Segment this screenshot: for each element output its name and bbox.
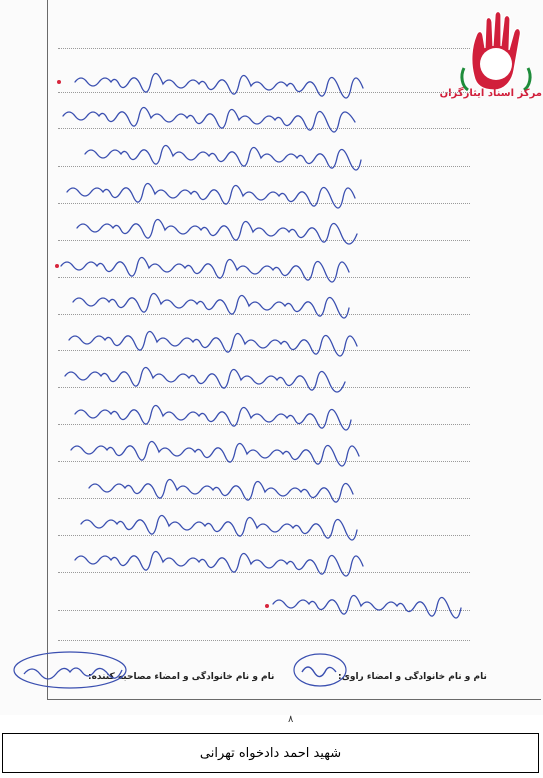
martyr-name-caption: شهید احمد دادخواه تهرانی <box>2 733 539 773</box>
interviewer-signature-label: نام و نام خانوادگی و امضاء مصاحبه کننده: <box>88 672 275 682</box>
interviewer-signature <box>290 650 350 690</box>
handwritten-text <box>55 60 467 650</box>
page-number: ۸ <box>288 714 294 725</box>
narrator-signature <box>10 648 130 692</box>
narrator-signature-label: نام و نام خانوادگی و امضاء راوی: <box>338 672 487 682</box>
logo-organization-name: مرکز اسناد ایثارگران <box>439 88 542 99</box>
ruled-line <box>58 48 470 49</box>
